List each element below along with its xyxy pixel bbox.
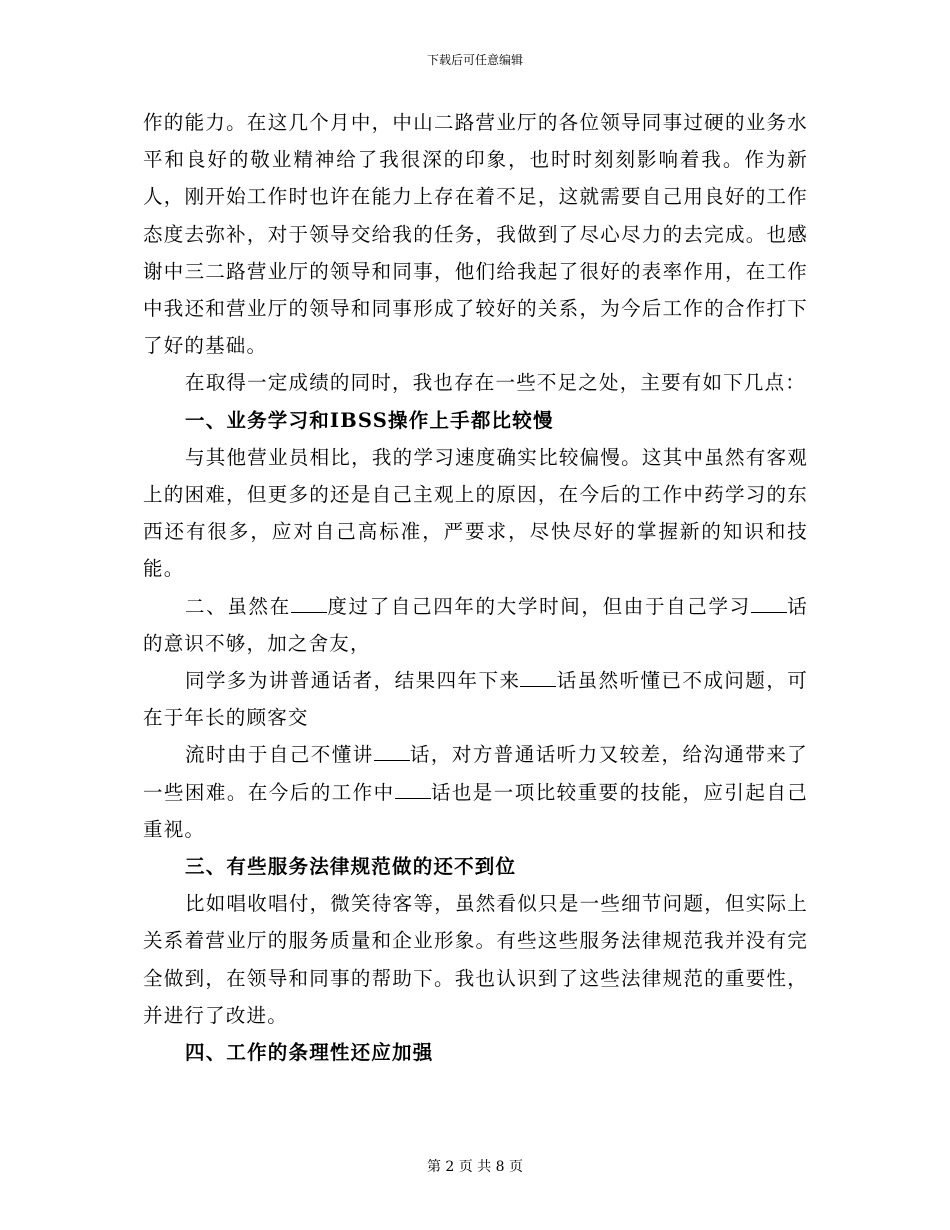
text-segment: 度过了自己四年的大学时间，但由于自己学习: [326, 594, 751, 618]
page-footer: 第 2 页 共 8 页: [426, 1159, 524, 1175]
text-segment: 二、虽然在: [185, 594, 291, 618]
text-segment: 话的意识不够，加之舍友，: [143, 594, 808, 655]
text-segment: 话虽然听懂已不成问题，可在于年长的顾客交: [143, 669, 809, 730]
paragraph-learning-speed: 与其他营业员相比，我的学习速度确实比较偏慢。这其中虽然有客观上的困难，但更多的还是自己主观上的原因，在今后的工作中药学习的东西还有很多，应对自己高标准，严要求，尽快尽好的掌握新的知识和技能。: [143, 445, 808, 581]
heading-work-organization: 四、工作的条理性还应加强: [185, 1041, 434, 1065]
blank-line: [395, 779, 431, 799]
text-segment: 同学多为讲普通话者，结果四年下来: [185, 669, 521, 693]
paragraph-work-ability: 作的能力。在这几个月中，中山二路营业厅的各位领导同事过硬的业务水平和良好的敬业精神给了我很深的印象，也时时刻刻影响着我。作为新人，刚开始工作时也许在能力上存在着不足，这就需要自己用良好的工作态度去弥补，对于领导交给我的任务，我做到了尽心尽力的去完成。也感谢中三二路营业厅的领导和同事，他们给我起了很好的表率作用，在工作中我还和营业厅的领导和同事形成了较好的关系，为今后工作的合作打下了好的基础。: [143, 111, 808, 358]
heading-business-learning: 一、业务学习和IBSS操作上手都比较慢: [185, 408, 554, 432]
blank-line: [751, 593, 787, 613]
text-segment: 话，对方普通话听力又较差，给沟通带来了一些困难。在今后的工作中: [143, 743, 808, 804]
document-body: [143, 104, 808, 1071]
heading-service-norms: 三、有些服务法律规范做的还不到位: [185, 855, 517, 879]
blank-line: [291, 593, 327, 613]
paragraph-dialect-2: [143, 662, 808, 736]
paragraph-shortcomings-intro: 在取得一定成绩的同时，我也存在一些不足之处，主要有如下几点：: [185, 371, 807, 395]
page-header: 下载后可任意编辑: [426, 53, 523, 67]
blank-line: [520, 667, 556, 687]
blank-line: [374, 741, 410, 761]
paragraph-dialect-3: [143, 736, 808, 848]
text-segment: 话也是一项比较重要的技能，应引起自己重视。: [143, 780, 809, 841]
text-segment: 流时由于自己不懂讲: [185, 743, 374, 767]
paragraph-dialect-1: [143, 588, 808, 662]
paragraph-service-norms: 比如唱收唱付，微笑待客等，虽然看似只是一些细节问题，但实际上关系着营业厅的服务质量和企业形象。有些这些服务法律规范我并没有完全做到，在领导和同事的帮助下。我也认识到了这些法律规范的重要性，并进行了改进。: [143, 892, 808, 1027]
